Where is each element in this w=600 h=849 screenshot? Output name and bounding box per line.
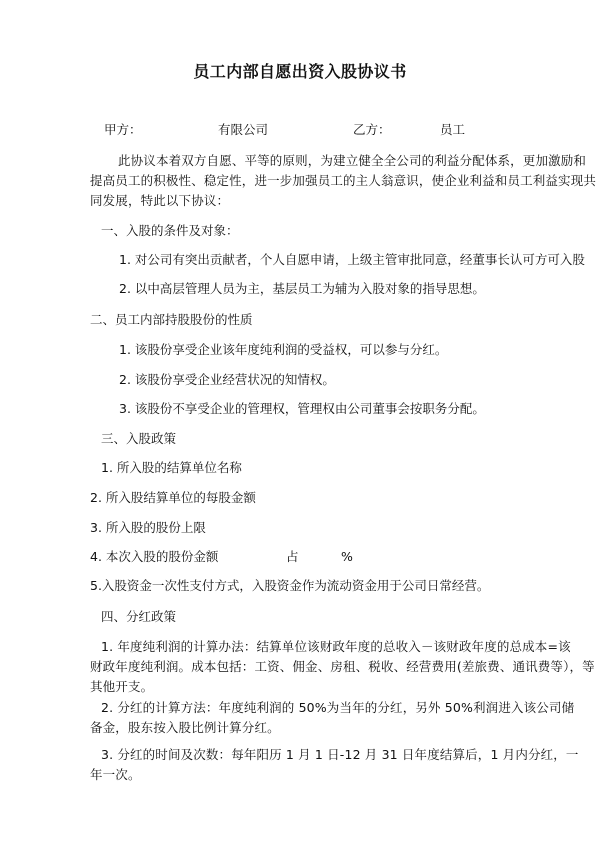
section4-item-3 [90,745,579,785]
intro-line: 此协议本着双方自愿、平等的原则，为建立健全全公司的利益分配体系，更加激励和 [118,153,587,168]
share-ratio-label: 占 [286,549,299,564]
dividend-time-line: 3. 分红的时间及次数：每年阳历 1 月 1 日-12 月 31 日年度结算后，1 月内分红，一 [101,747,579,762]
party-b-value: 员工 [440,122,466,137]
dividend-method-line: 2. 分红的计算方法：年度纯利润的 50%为当年的分红，另外 50%利润进入该公司储 [101,700,575,715]
dividend-method-line: 备金，股东按入股比例计算分红。 [90,720,280,735]
intro-line: 提高员工的积极性、稳定性，进一步加强员工的主人翁意识，使企业利益和员工利益实现共 [90,173,597,188]
dividend-time-line: 年一次。 [90,767,141,782]
party-a-label: 甲方： [104,122,142,137]
section3-item-3: 3. 所入股的股份上限 [90,520,206,535]
section1-heading: 一、入股的条件及对象： [101,223,239,238]
parties-row [0,120,600,142]
section3-item-1: 1. 所入股的结算单位名称 [101,460,242,475]
intro-paragraph [90,151,597,211]
party-a-company: 有限公司 [218,122,269,137]
section2-item-1: 1. 该股份享受企业该年度纯利润的受益权，可以参与分红。 [119,342,448,357]
party-b-label: 乙方： [353,122,391,137]
section1-item-2: 2. 以中高层管理人员为主，基层员工为辅为入股对象的指导思想。 [119,281,485,296]
section4-heading: 四、分红政策 [101,609,177,624]
section3-heading: 三、入股政策 [101,431,177,446]
dividend-calc-line: 1. 年度纯利润的计算办法：结算单位该财政年度的总收入－该财政年度的总成本=该 [101,639,571,654]
section2-item-2: 2. 该股份享受企业经营状况的知情权。 [119,372,335,387]
dividend-calc-line: 财政年度纯利润。成本包括：工资、佣金、房租、税收、经营费用(差旅费、通讯费等），等 [90,659,595,674]
document-title: 员工内部自愿出资入股协议书 [193,62,407,81]
section1-item-1: 1. 对公司有突出贡献者，个人自愿申请，上级主管审批同意，经董事长认可方可入股 [119,252,585,267]
section3-item-2: 2. 所入股结算单位的每股金额 [90,490,256,505]
section4-item-2 [90,698,575,738]
share-amount-label: 4. 本次入股的股份金额 [90,549,219,564]
dividend-calc-line: 其他开支。 [90,679,154,694]
section4-item-1 [90,637,595,697]
section2-heading: 二、员工内部持股股份的性质 [90,312,253,327]
section2-item-3: 3. 该股份不享受企业的管理权，管理权由公司董事会按职务分配。 [119,401,485,416]
percent-sign: % [341,549,353,564]
intro-line: 同发展，特此以下协议： [90,193,230,208]
section3-item-4 [90,547,353,567]
section3-item-5: 5.入股资金一次性支付方式，入股资金作为流动资金用于公司日常经营。 [90,578,490,593]
